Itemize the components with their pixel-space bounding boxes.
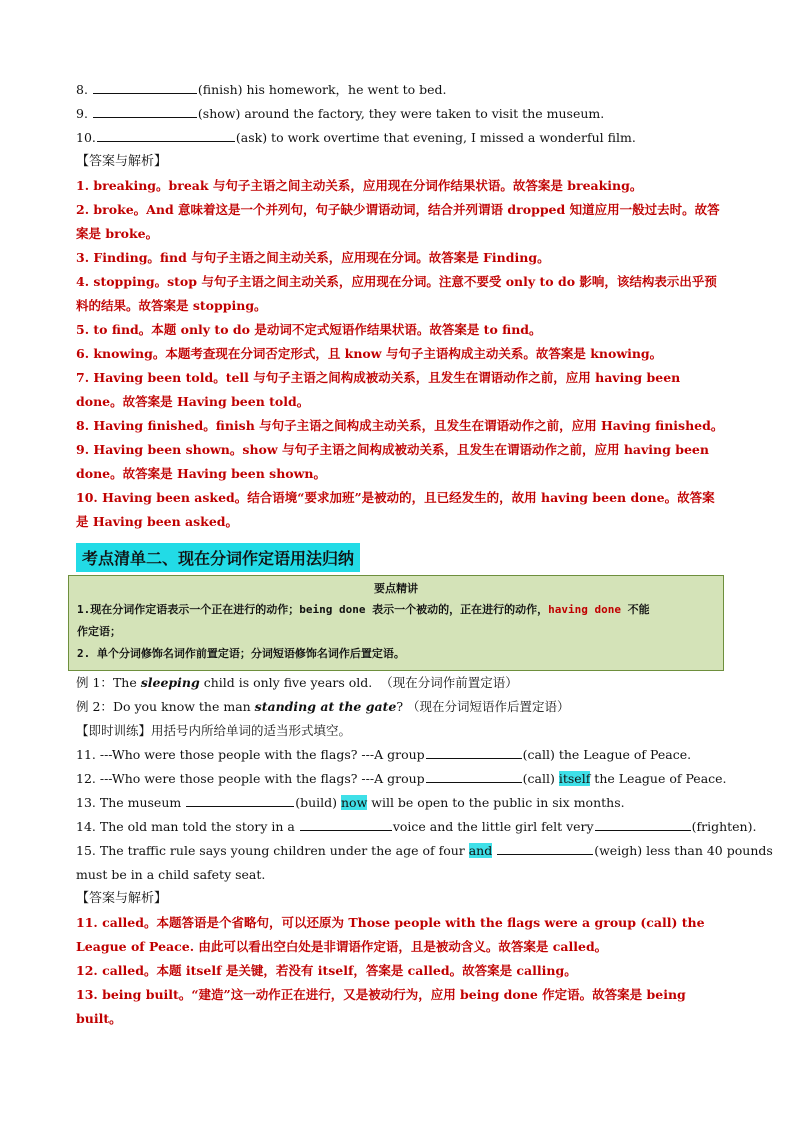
question-15: 15. The traffic rule says young children under the age of four and (weigh) less than 40 pounds xyxy=(76,839,726,863)
question-12: 12. ---Who were those people with the flags? ---A group (call) itself the League of Peace. xyxy=(76,767,726,791)
question-13: 13. The museum (build) now will be open to the public in six months. xyxy=(76,791,726,815)
answer-header: 【答案与解析】 xyxy=(76,154,168,169)
answer-blank[interactable] xyxy=(426,768,522,783)
answer-item: 12. called。本题 itself 是关键，若没有 itself，答案是 called。故答案是 calling。 xyxy=(76,963,577,978)
answer-list-b xyxy=(76,911,726,1031)
answer-blank[interactable] xyxy=(97,127,235,142)
example-1: 例 1：The sleeping child is only five years old. （现在分词作前置定语） xyxy=(76,675,518,690)
answer-blank[interactable] xyxy=(93,79,197,94)
question-9: 9. (show) around the factory, they were taken to visit the museum. xyxy=(76,102,726,126)
answer-item: 5. to find。本题 only to do 是动词不定式短语作结果状语。故答案是 to find。 xyxy=(76,322,542,337)
key-point-2: 2. 单个分词修饰名词作前置定语；分词短语修饰名词作后置定语。 xyxy=(77,647,405,660)
section-title: 考点清单二、现在分词作定语用法归纳 xyxy=(76,543,360,572)
answer-item: 3. Finding。find 与句子主语之间主动关系，应用现在分词。故答案是 Finding。 xyxy=(76,250,550,265)
key-points-title: 要点精讲 xyxy=(374,582,418,595)
answer-blank[interactable] xyxy=(93,103,197,118)
answer-list-a xyxy=(76,174,726,534)
answer-blank[interactable] xyxy=(426,744,522,759)
key-points-box xyxy=(68,575,724,671)
answer-item: 4. stopping。stop 与句子主语之间主动关系，应用现在分词。注意不要受 only to do 影响，该结构表示出乎预料的结果。故答案是 stopping。 xyxy=(76,274,717,313)
answer-item: 10. Having been asked。结合语境“要求加班”是被动的，且已经发生的，故用 having been done。故答案是 Having been asked。 xyxy=(76,490,715,529)
answer-blank[interactable] xyxy=(497,840,593,855)
document-page xyxy=(76,78,773,1031)
question-15-continued: must be in a child safety seat. xyxy=(76,867,266,882)
answer-item: 1. breaking。break 与句子主语之间主动关系，应用现在分词作结果状语。故答案是 breaking。 xyxy=(76,178,643,193)
practice-header: 【即时训练】用括号内所给单词的适当形式填空。 xyxy=(76,723,352,738)
answer-header: 【答案与解析】 xyxy=(76,891,168,906)
question-11: 11. ---Who were those people with the flags? ---A group (call) the League of Peace. xyxy=(76,743,726,767)
question-10: 10. (ask) to work overtime that evening, I missed a wonderful film. xyxy=(76,126,726,150)
answer-blank[interactable] xyxy=(300,816,392,831)
answer-item: 9. Having been shown。show 与句子主语之间构成被动关系，且发生在谓语动作之前，应用 having been done。故答案是 Having been shown。 xyxy=(76,442,709,481)
answer-item: 13. being built。“建造”这一动作正在进行，又是被动行为，应用 being done 作定语。故答案是 being built。 xyxy=(76,987,686,1026)
answer-item: 2. broke。And 意味着这是一个并列句，句子缺少谓语动词，结合并列谓语 dropped 知道应用一般过去时。故答案是 broke。 xyxy=(76,202,720,241)
answer-blank[interactable] xyxy=(186,792,294,807)
answer-item: 8. Having finished。finish 与句子主语之间构成主动关系，且发生在谓语动作之前，应用 Having finished。 xyxy=(76,418,724,433)
key-point-1: 1.现在分词作定语表示一个正在进行的动作；being done 表示一个被动的，正在进行的动作，having done 不能 作定语； xyxy=(77,603,650,638)
answer-item: 11. called。本题答语是个省略句，可以还原为 Those people with the flags were a group (call) the League of Peace. 由此可以看出空白处是非谓语作定语，且是被动含义。故答案是 called。 xyxy=(76,915,705,954)
question-14: 14. The old man told the story in a voice and the little girl felt very (frighten). xyxy=(76,815,726,839)
example-2: 例 2：Do you know the man standing at the gate? （现在分词短语作后置定语） xyxy=(76,699,570,714)
answer-item: 7. Having been told。tell 与句子主语之间构成被动关系，且发生在谓语动作之前，应用 having been done。故答案是 Having been told。 xyxy=(76,370,681,409)
answer-item: 6. knowing。本题考查现在分词否定形式，且 know 与句子主语构成主动关系。故答案是 knowing。 xyxy=(76,346,663,361)
answer-blank[interactable] xyxy=(595,816,691,831)
question-8: 8. (finish) his homework，he went to bed. xyxy=(76,78,726,102)
